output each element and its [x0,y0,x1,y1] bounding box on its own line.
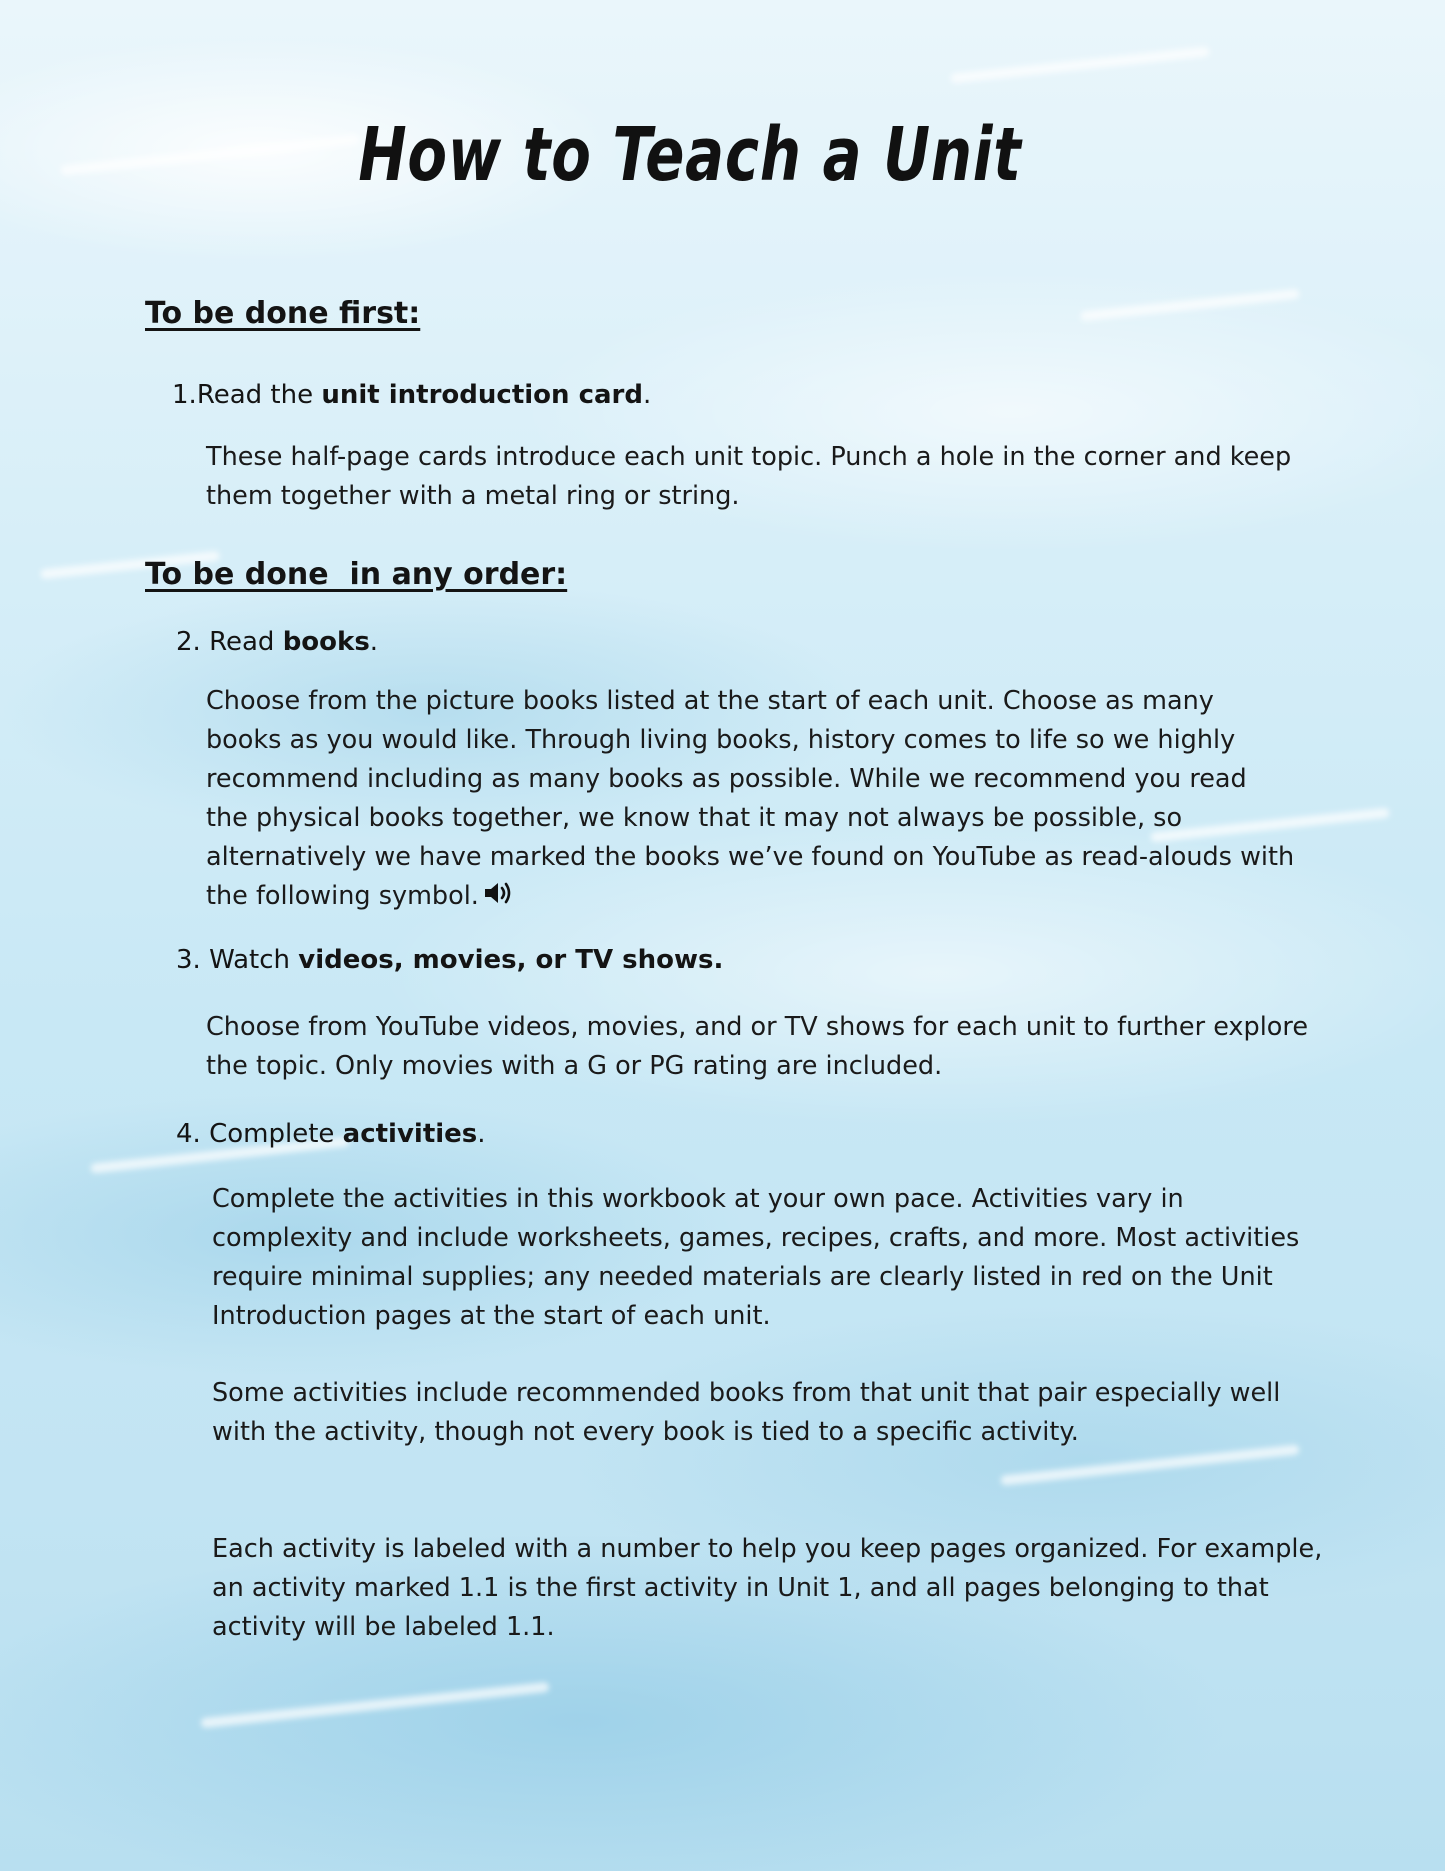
item-text: Read the [196,380,322,410]
item-text: Complete [209,1119,343,1149]
item-text-end: . [642,380,652,410]
item-number: 1. [172,380,197,410]
item-4-description-2: Some activities include recommended books from that unit that pair especially well with the activity, though not every book is tied to a specific activity. [212,1378,1281,1447]
item-text-end: . [477,1119,486,1149]
item-3-description: Choose from YouTube videos, movies, and or TV shows for each unit to further explore the topic. Only movies with a G or PG rating are included. [206,1012,1309,1081]
item-text-end: . [369,627,379,657]
item-number: 3. [176,945,201,975]
item-number: 2. [176,627,201,657]
watercolor-streak [950,46,1210,83]
item-1-description: These half-page cards introduce each unit topic. Punch a hole in the corner and keep them together with a metal ring or string. [206,442,1292,511]
item-bold-text: videos, movies, or TV shows. [298,945,724,975]
item-4-description-3: Each activity is labeled with a number to help you keep pages organized. For example, an activity marked 1.1 is the first activity in Unit 1, and all pages belonging to that activity will be labeled 1.1. [212,1534,1323,1642]
item-text: Watch [209,945,299,975]
item-bold-text: activities [342,1119,478,1149]
item-number: 4. [176,1119,201,1149]
item-2-description [206,682,1296,918]
item-2-description-text: Choose from the picture books listed at the start of each unit. Choose as many books as you would like. Through living books, history comes to life so we highly recommend including as many books as possible. While we recommend you read the physical books together, we know that it may not always be possible, so alternatively we have marked the books we’ve found on YouTube as read-alouds with the following symbol. [206,686,1295,911]
item-4-description-1: Complete the activities in this workbook at your own pace. Activities vary in complexity and include worksheets, games, recipes, crafts, and more. Most activities require minimal supplies; any needed materials are clearly listed in red on the Unit Introduction pages at the start of each unit. [212,1184,1300,1331]
page-title: How to Teach a Unit [358,112,1022,198]
list-item-1 [172,380,651,411]
list-item-2 [176,627,378,658]
item-bold-text: unit introduction card [321,380,643,410]
list-item-3 [176,945,723,976]
watercolor-streak [1080,289,1300,322]
list-item-4 [176,1119,486,1150]
item-text: Read [209,627,283,657]
watercolor-streak [200,1682,549,1729]
section-heading-any-order: To be done in any order: [145,557,568,592]
item-bold-text: books [282,627,370,657]
section-heading-first: To be done first: [145,296,421,331]
speaker-icon [483,879,513,918]
